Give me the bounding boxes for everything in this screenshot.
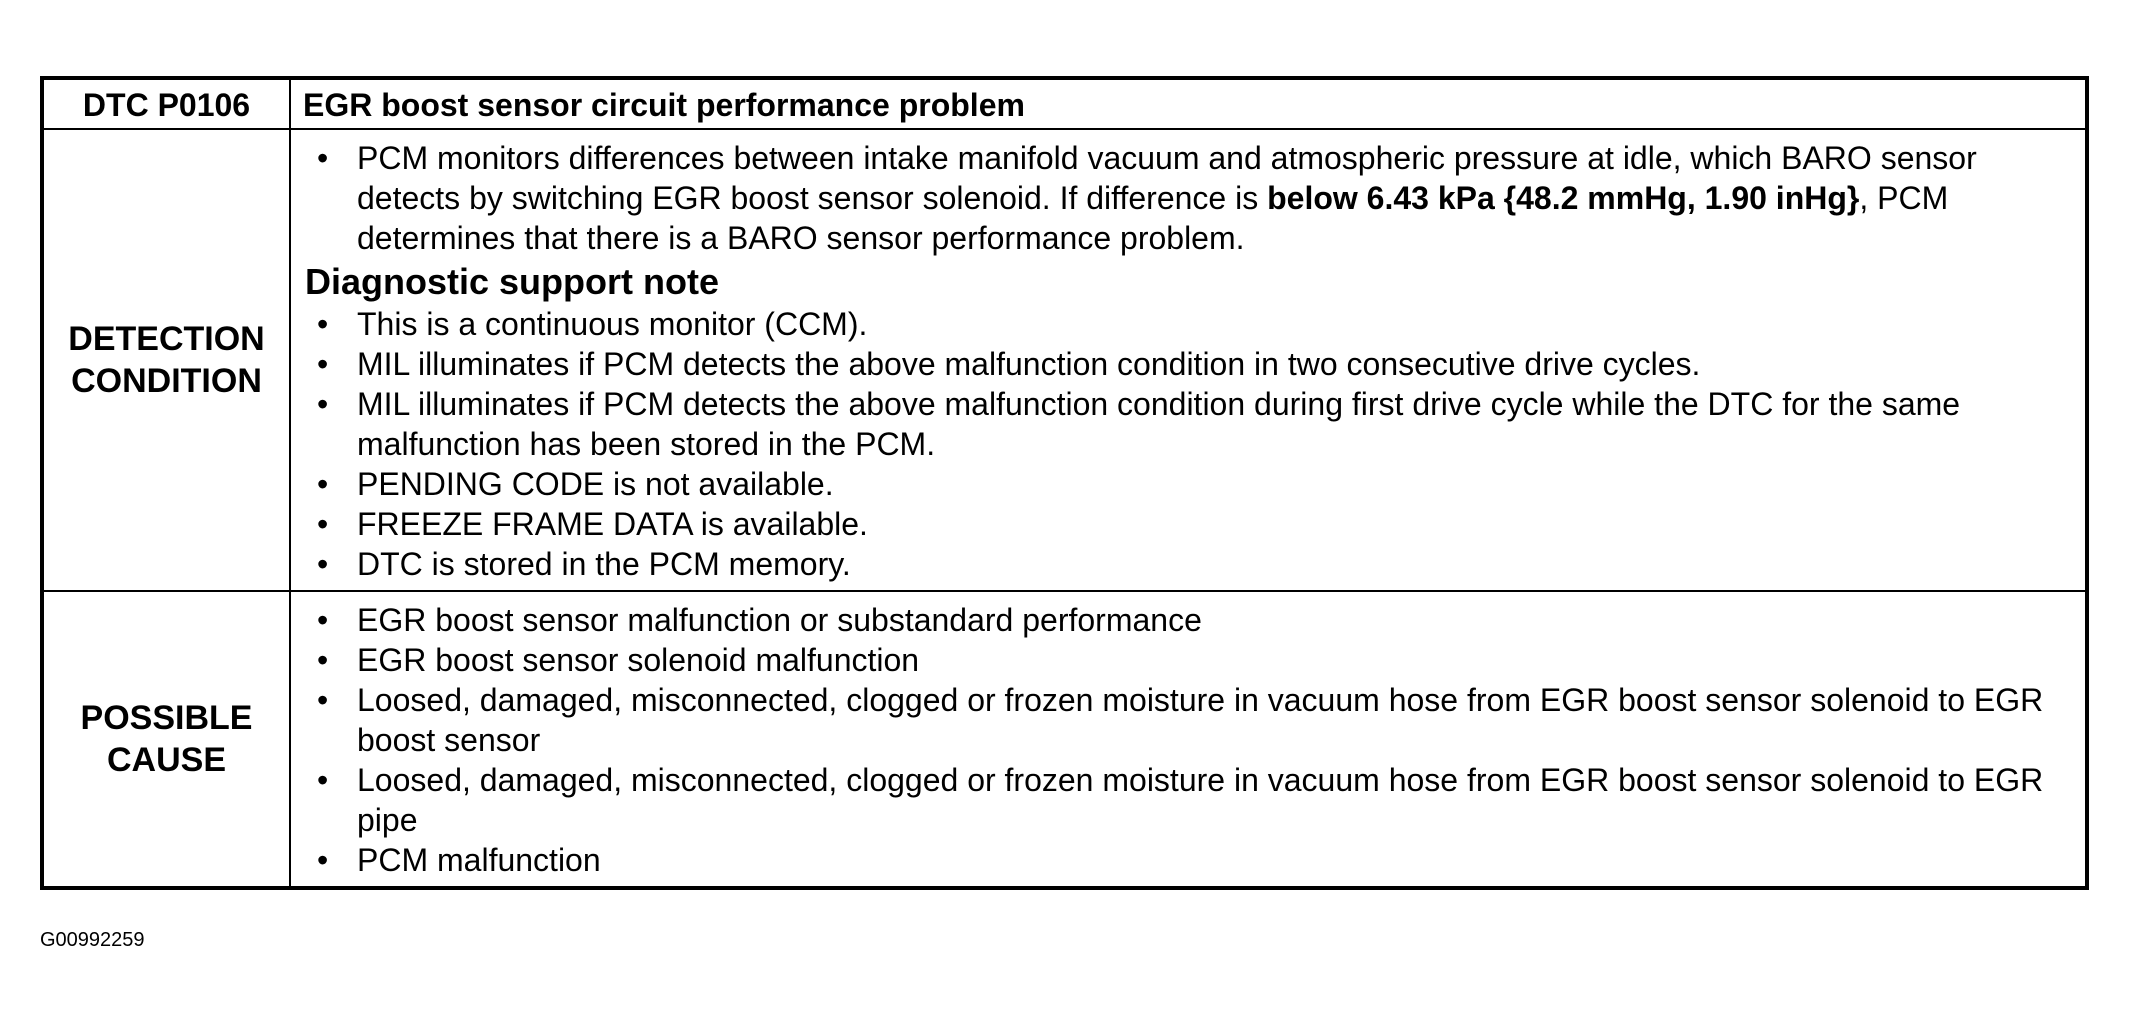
diagnostic-note-heading: Diagnostic support note	[305, 261, 719, 302]
possible-cause-content	[290, 591, 2087, 888]
detection-condition-label	[42, 129, 290, 591]
detection-label-line2: CONDITION	[71, 362, 262, 400]
list-item: • EGR boost sensor malfunction or substandard performance	[305, 600, 2071, 640]
description-threshold: below 6.43 kPa {48.2 mmHg, 1.90 inHg}	[1267, 180, 1860, 216]
list-item: • Loosed, damaged, misconnected, clogged or frozen moisture in vacuum hose from EGR boost sensor solenoid to EGR pipe	[305, 760, 2071, 840]
possible-cause-row	[42, 591, 2087, 888]
list-item: • PENDING CODE is not available.	[305, 464, 2071, 504]
detection-label-line1: DETECTION	[68, 320, 265, 358]
list-item: • Loosed, damaged, misconnected, clogged or frozen moisture in vacuum hose from EGR boost sensor solenoid to EGR boost sensor	[305, 680, 2071, 760]
possible-cause-label	[42, 591, 290, 888]
possible-cause-label-line2: CAUSE	[106, 741, 227, 779]
detection-description-list	[305, 138, 2071, 258]
detection-row	[42, 129, 2087, 591]
header-row	[42, 78, 2087, 129]
description-part1: PCM monitors differences between intake manifold vacuum and atmospheric pressure at idle, which BARO sensor detects by switching EGR boost sensor solenoid. If difference is	[357, 140, 1977, 216]
list-item: • PCM malfunction	[305, 840, 2071, 880]
list-item: • EGR boost sensor solenoid malfunction	[305, 640, 2071, 680]
list-item: • DTC is stored in the PCM memory.	[305, 544, 2071, 584]
detection-condition-content	[290, 129, 2087, 591]
list-item: • MIL illuminates if PCM detects the above malfunction condition in two consecutive drive cycles.	[305, 344, 2071, 384]
dtc-table	[40, 76, 2089, 890]
possible-cause-label-line1: POSSIBLE	[80, 699, 253, 737]
possible-cause-list	[305, 600, 2071, 880]
detection-description	[305, 138, 2071, 258]
description-part2: , PCM determines that there is a BARO sensor performance problem.	[357, 180, 1949, 256]
list-item: • This is a continuous monitor (CCM).	[305, 304, 2071, 344]
list-item: • FREEZE FRAME DATA is available.	[305, 504, 2071, 544]
dtc-code: DTC P0106	[42, 78, 290, 129]
figure-id: G00992259	[40, 929, 145, 951]
list-item: • MIL illuminates if PCM detects the above malfunction condition during first drive cycle while the DTC for the same malfunction has been stored in the PCM.	[305, 384, 2071, 464]
diagnostic-note-list	[305, 304, 2071, 584]
dtc-title: EGR boost sensor circuit performance problem	[290, 78, 2087, 129]
